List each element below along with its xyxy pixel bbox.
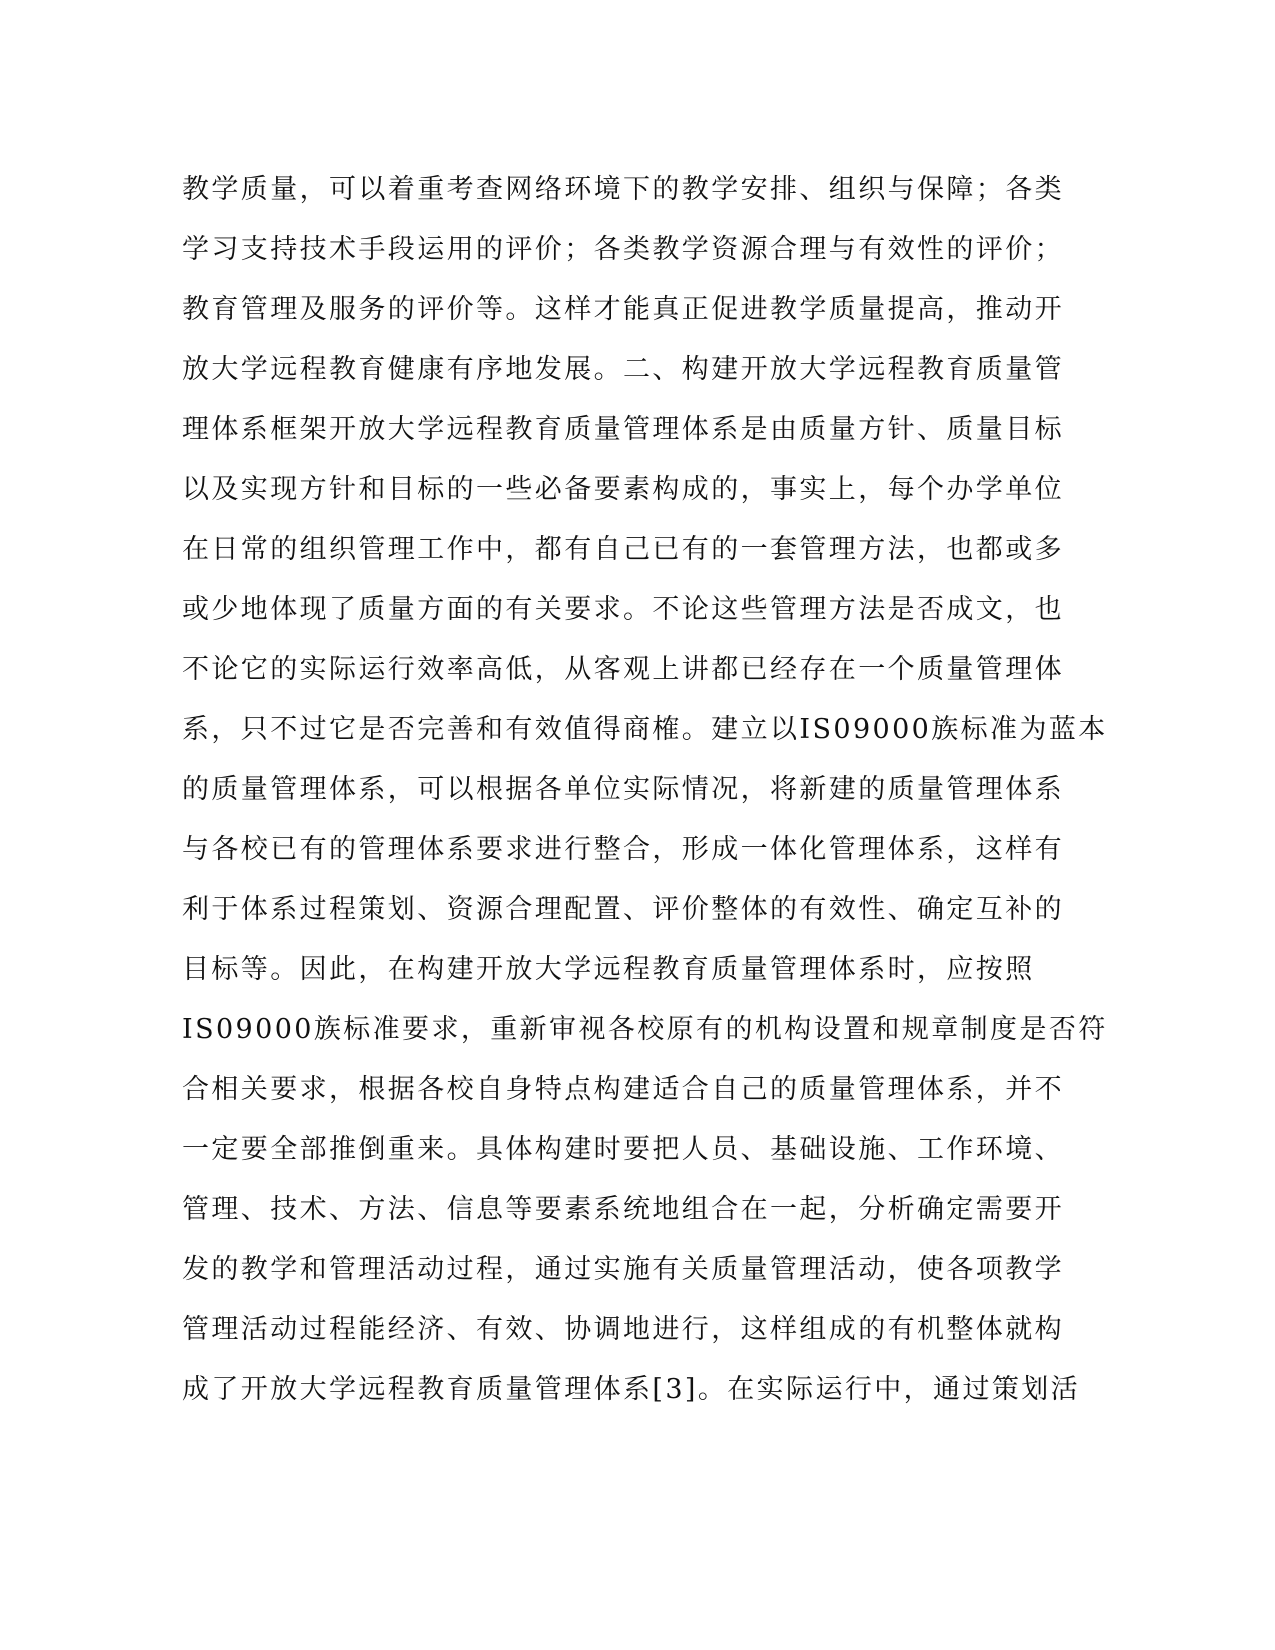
text-line: 教学质量，可以着重考查网络环境下的教学安排、组织与保障；各类 xyxy=(182,174,1064,205)
text-line: 利于体系过程策划、资源合理配置、评价整体的有效性、确定互补的 xyxy=(182,894,1064,925)
text-line: 以及实现方针和目标的一些必备要素构成的，事实上，每个办学单位 xyxy=(182,474,1064,505)
text-line: 放大学远程教育健康有序地发展。二、构建开放大学远程教育质量管 xyxy=(182,354,1064,385)
text-line: 合相关要求，根据各校自身特点构建适合自己的质量管理体系，并不 xyxy=(182,1074,1064,1105)
text-line: 目标等。因此，在构建开放大学远程教育质量管理体系时，应按照 xyxy=(182,954,1035,985)
text-line: 教育管理及服务的评价等。这样才能真正促进教学质量提高，推动开 xyxy=(182,294,1064,325)
text-line: 发的教学和管理活动过程，通过实施有关质量管理活动，使各项教学 xyxy=(182,1254,1064,1285)
text-line: 一定要全部推倒重来。具体构建时要把人员、基础设施、工作环境、 xyxy=(182,1134,1064,1165)
text-line: 成了开放大学远程教育质量管理体系[3]。在实际运行中，通过策划活 xyxy=(182,1374,1081,1405)
text-line: 不论它的实际运行效率高低，从客观上讲都已经存在一个质量管理体 xyxy=(182,654,1064,685)
text-line: 管理、技术、方法、信息等要素系统地组合在一起，分析确定需要开 xyxy=(182,1194,1064,1225)
text-line: IS09000族标准要求，重新审视各校原有的机构设置和规章制度是否符 xyxy=(182,1014,1108,1045)
text-line: 在日常的组织管理工作中，都有自己已有的一套管理方法，也都或多 xyxy=(182,534,1064,565)
text-line: 理体系框架开放大学远程教育质量管理体系是由质量方针、质量目标 xyxy=(182,414,1064,445)
text-line: 的质量管理体系，可以根据各单位实际情况，将新建的质量管理体系 xyxy=(182,774,1064,805)
text-line: 与各校已有的管理体系要求进行整合，形成一体化管理体系，这样有 xyxy=(182,834,1064,865)
body-paragraph xyxy=(182,160,1108,1420)
text-line: 或少地体现了质量方面的有关要求。不论这些管理方法是否成文，也 xyxy=(182,594,1064,625)
text-line: 系，只不过它是否完善和有效值得商榷。建立以IS09000族标准为蓝本 xyxy=(182,714,1108,745)
text-line: 学习支持技术手段运用的评价；各类教学资源合理与有效性的评价； xyxy=(182,234,1064,265)
text-line: 管理活动过程能经济、有效、协调地进行，这样组成的有机整体就构 xyxy=(182,1314,1064,1345)
